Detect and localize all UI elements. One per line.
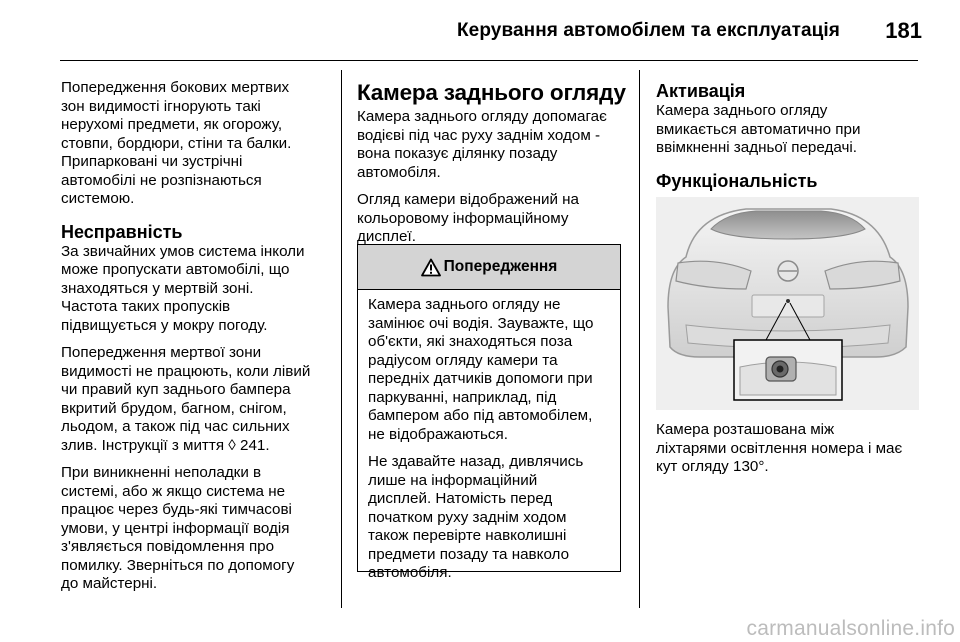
warning-paragraph-1: Камера заднього огляду не замінює очі водія. Зауважте, що об'єкти, які знаходяться поза радіусом огляду камери та передніх датчиків допомоги при паркуванні, наприклад, під бампером або під автомобілем, не відображаються. [368, 296, 594, 443]
column-divider-1 [341, 70, 342, 608]
page-number: 181 [885, 18, 922, 43]
page-reference-icon: ◊ [228, 436, 236, 454]
warning-paragraph-2: Не здавайте назад, дивлячись лише на інформаційний дисплей. Натомість перед початком руху заднім ходом також перевірте навколишні предмети позаду та навколо автомобіля. [368, 453, 584, 581]
rear-camera-heading: Камера заднього огляду [357, 80, 626, 105]
watermark: carmanualsonline.info [746, 617, 955, 640]
page-header-title: Керування автомобілем та експлуатація [456, 20, 840, 41]
column-divider-2 [639, 70, 640, 608]
blind-spot-intro: Попередження бокових мертвих зон видимості ігнорують такі нерухомі предмети, як огорожу, стовпи, бордюри, стіни та балки. Припарковані чи зустрічні автомобілі не розпізнаються системою. [61, 79, 292, 207]
warning-header [358, 245, 620, 290]
activation-text: Камера заднього огляду вмикається автоматично при ввімкненні задньої передачі. [656, 102, 861, 156]
column-2 [357, 80, 629, 256]
car-rear-camera-drawing [656, 197, 919, 410]
functionality-heading: Функціональність [656, 170, 818, 191]
image-caption-block [656, 421, 928, 486]
column-3 [656, 80, 928, 192]
rear-camera-paragraph-2: Огляд камери відображений на кольоровому інформаційному дисплеї. [357, 191, 580, 245]
header-divider [60, 60, 918, 61]
malfunction-paragraph-2-text: Попередження мертвої зони видимості не працюють, коли лівий чи правий куп заднього бампера вкритий брудом, багном, снігом, льодом, а також під час сильних злив. Інструкції з миття [61, 344, 311, 454]
rear-camera-illustration [656, 197, 919, 410]
warning-box [357, 244, 621, 581]
page-reference-link[interactable]: 241. [235, 436, 270, 454]
activation-heading: Активація [656, 81, 746, 101]
malfunction-paragraph-2 [61, 344, 336, 455]
malfunction-heading: Несправність [61, 221, 183, 242]
camera-caption: Камера розташована між ліхтарями освітлення номера і має кут огляду 130°. [656, 421, 903, 475]
column-1 [61, 79, 336, 603]
warning-title: Попередження [443, 258, 558, 275]
malfunction-paragraph-1: За звичайних умов система інколи може пропускати автомобілі, що знаходяться у мертвій зоні. Частота таких пропусків підвищується у мокру погоду. [61, 242, 305, 334]
rear-camera-paragraph-1: Камера заднього огляду допомагає водієві під час руху заднім ходом - вона показує ділянку позаду автомобіля. [357, 108, 607, 181]
malfunction-paragraph-3: При виникненні неполадки в системі, або ж якщо система не працює через будь-які тимчасові умови, у центрі інформації водія з'являється повідомлення про помилку. Зверніться по допомогу до майстерні. [61, 464, 295, 592]
warning-triangle-icon [421, 258, 441, 277]
